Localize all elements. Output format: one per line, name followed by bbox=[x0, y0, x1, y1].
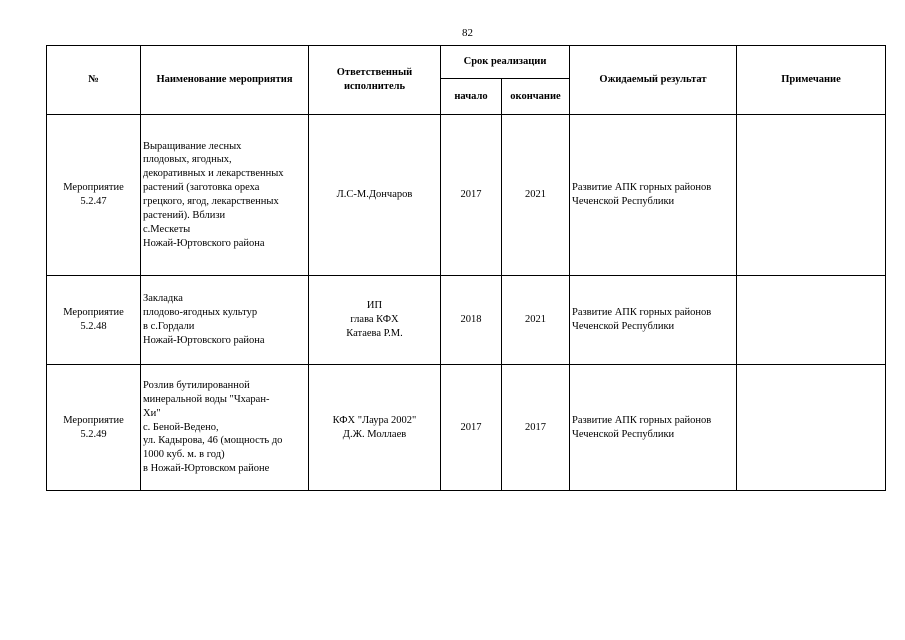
measure-name-line: декоративных и лекарственных bbox=[143, 168, 284, 180]
responsible-executor bbox=[309, 115, 441, 276]
start-year: 2017 bbox=[441, 365, 502, 491]
measure-name-line: Розлив бутилированной bbox=[143, 379, 250, 391]
measure-name-line: растений). Вблизи bbox=[143, 209, 226, 221]
responsible-line: Катаева Р.М. bbox=[346, 327, 403, 339]
measure-number: Мероприятие 5.2.47 bbox=[47, 115, 141, 276]
end-year: 2017 bbox=[502, 365, 570, 491]
measure-name-line: плодовых, ягодных, bbox=[143, 154, 232, 166]
header-result: Ожидаемый результат bbox=[570, 46, 737, 115]
expected-result: Развитие АПК горных районов Чеченской Республики bbox=[570, 276, 737, 365]
note bbox=[737, 365, 886, 491]
measure-name-line: Ножай-Юртовского района bbox=[143, 334, 265, 346]
header-end: окончание bbox=[502, 79, 570, 115]
header-start: начало bbox=[441, 79, 502, 115]
header-period: Срок реализации bbox=[441, 46, 570, 79]
measure-name bbox=[141, 365, 309, 491]
measure-name-line: грецкого, ягод, лекарственных bbox=[143, 196, 279, 207]
measure-name-line: Ножай-Юртовского района bbox=[143, 237, 265, 249]
measure-number: Мероприятие 5.2.48 bbox=[47, 276, 141, 365]
measure-name bbox=[141, 276, 309, 365]
measure-name-line: минеральной воды "Чхаран- bbox=[143, 393, 270, 405]
measure-name-line: 1000 куб. м. в год) bbox=[143, 449, 225, 461]
measure-name-line: плодово-ягодных культур bbox=[143, 307, 258, 319]
responsible-line: глава КФХ bbox=[350, 314, 399, 326]
expected-result: Развитие АПК горных районов Чеченской Республики bbox=[570, 365, 737, 491]
measure-name bbox=[141, 115, 309, 276]
measure-name-line: в Ножай-Юртовском районе bbox=[143, 463, 270, 475]
measure-name-line: Выращивание лесных bbox=[143, 140, 242, 152]
responsible-executor bbox=[309, 365, 441, 491]
expected-result: Развитие АПК горных районов Чеченской Республики bbox=[570, 115, 737, 276]
measure-name-line: Закладка bbox=[143, 293, 183, 305]
end-year: 2021 bbox=[502, 115, 570, 276]
header-num: № bbox=[47, 46, 141, 115]
measure-name-line: в с.Гордали bbox=[143, 321, 195, 332]
responsible-line: Л.С-М.Дончаров bbox=[336, 189, 413, 201]
header-note: Примечание bbox=[737, 46, 886, 115]
note bbox=[737, 115, 886, 276]
start-year: 2017 bbox=[441, 115, 502, 276]
responsible-executor bbox=[309, 276, 441, 365]
page-number: 82 bbox=[462, 27, 473, 39]
measures-table bbox=[46, 45, 886, 491]
start-year: 2018 bbox=[441, 276, 502, 365]
measure-name-line: Хи" bbox=[143, 407, 161, 419]
header-responsible: Ответственный исполнитель bbox=[309, 46, 441, 115]
measure-name-line: с.Мескеты bbox=[143, 223, 191, 235]
responsible-line: КФХ "Лаура 2002" bbox=[332, 414, 417, 426]
measure-number: Мероприятие 5.2.49 bbox=[47, 365, 141, 491]
measure-name-line: растений (заготовка ореха bbox=[143, 182, 260, 194]
header-name: Наименование мероприятия bbox=[141, 46, 309, 115]
responsible-line: ИП bbox=[366, 300, 383, 312]
end-year: 2021 bbox=[502, 276, 570, 365]
responsible-line: Д.Ж. Моллаев bbox=[342, 428, 407, 440]
note bbox=[737, 276, 886, 365]
measure-name-line: ул. Кадырова, 46 (мощность до bbox=[143, 435, 283, 447]
table-row bbox=[47, 276, 886, 365]
table-row bbox=[47, 365, 886, 491]
measure-name-line: с. Беной-Ведено, bbox=[143, 421, 219, 433]
table-row bbox=[47, 115, 886, 276]
